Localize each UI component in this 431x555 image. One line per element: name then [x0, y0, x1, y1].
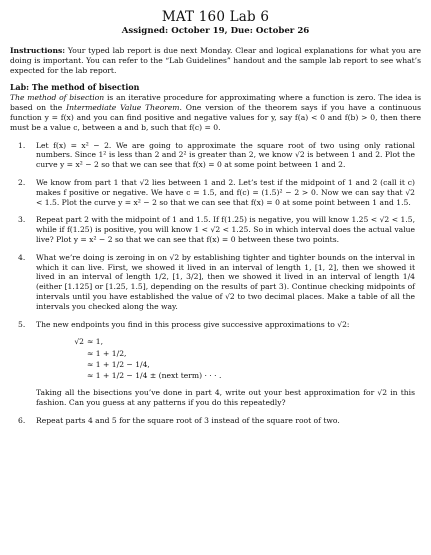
exercise-item-1 [10, 141, 421, 170]
exercise-item-4 [10, 253, 421, 312]
approximation-equations [62, 336, 415, 381]
equation-rhs: ≈ 1 + 1/2 − 1/4 ± (next term) · · · . [87, 370, 222, 380]
exercise-text: The new endpoints you find in this process give successive approximations to √2: [36, 319, 350, 329]
intro-theorem: Intermediate Value Theorem [66, 103, 180, 113]
equation-lhs [62, 359, 87, 370]
exercise-number: 2. [18, 177, 26, 187]
equation-lhs [62, 348, 87, 359]
equation-rhs: ≈ 1 + 1/2, [87, 348, 127, 358]
exercise-item-2 [10, 178, 421, 207]
equation-row [62, 359, 415, 370]
page-subtitle: Assigned: October 19, Due: October 26 [121, 26, 310, 36]
exercise-item-6 [10, 416, 421, 426]
exercise-text: Let f(x) = x² − 2. We are going to approximate the square root of two using only rational numbers. Since 1² is less than 2 and 2² is greater than 2, we know √2 is between 1 and 2. Plot the curve y = x² − 2 so that we can see that f(x) = 0 at some point between 1 and 2. [36, 140, 415, 170]
section-heading: Lab: The method of bisection [10, 83, 140, 93]
intro-paragraph [10, 93, 421, 132]
exercise-followup-text: Taking all the bisections you’ve done in part 4, write out your best approximation for √2 in this fashion. Can you guess at any patterns if you do this repeatedly? [36, 388, 415, 407]
exercise-number: 3. [18, 215, 26, 225]
exercise-number: 1. [18, 140, 26, 150]
exercise-number: 6. [18, 415, 26, 425]
exercise-text: Repeat parts 4 and 5 for the square root of 3 instead of the square root of two. [36, 415, 340, 425]
page-title: MAT 160 Lab 6 [161, 9, 270, 25]
equation-rhs: ≈ 1, [87, 337, 104, 347]
instructions-label: Instructions: [10, 46, 66, 55]
equation-row [62, 348, 415, 359]
exercise-text: Repeat part 2 with the midpoint of 1 and 1.5. If f(1.25) is negative, you will know 1.25 < √2 < 1.5, while if f(1.25) is positive, you will know 1 < √2 < 1.25. So in which interval does the actual value live? Plot y = x² − 2 so that we can see that f(x) = 0 between these two points. [36, 215, 415, 244]
equation-lhs: √2 [74, 337, 84, 347]
instructions-text: Your typed lab report is due next Monday. Clear and logical explanations for what you are doing is important. You can refer to the “Lab Guidelines” handout and the sample lab report to see what’s expected for the lab report. [10, 46, 421, 75]
exercise-number: 5. [18, 319, 26, 329]
intro-term: The method of bisection [10, 93, 105, 103]
exercise-number: 4. [18, 252, 26, 262]
exercise-list [10, 141, 421, 426]
equation-rhs: ≈ 1 + 1/2 − 1/4, [87, 359, 150, 369]
intro-text-2: . One version of the theorem says if you have a continuous function y = f(x) and you can find positive and negative values for y, say f(a) < 0 and f(b) > 0, then there must be a value c, between a and b, such that f(c) = 0. [10, 103, 421, 132]
exercise-text: We know from part 1 that √2 lies between 1 and 2. Let’s test if the midpoint of 1 and 2 (call it c) makes f positive or negative. We have c = 1.5, and f(c) = (1.5)² − 2 > 0. Now we can say that √2 < 1.5. Plot the curve y = x² − 2 so that we can see that f(x) = 0 at some point between 1 and 1.5. [36, 177, 415, 207]
exercise-item-3 [10, 215, 421, 244]
equation-row [62, 336, 415, 347]
equation-lhs [62, 370, 87, 381]
instructions-paragraph [10, 46, 421, 75]
intro-text-1: is an iterative procedure for approximating where a function is zero. The idea is based on the [10, 93, 421, 113]
equation-row [62, 370, 415, 381]
exercise-text: What we’re doing is zeroing in on √2 by establishing tighter and tighter bounds on the interval in which it can live. First, we showed it lived in an interval of length 1, [1, 2], then we showed it lived in an interval of length 1/2, [1, 3/2], then we showed it lived in an interval of length 1/4 (either [1.125] or [1.25, 1.5], depending on the results of part 3). Continue checking midpoints of intervals until you have established the value of √2 to two decimal places. Make a table of all the intervals you checked along the way. [36, 252, 415, 311]
exercise-item-5 [10, 320, 421, 408]
